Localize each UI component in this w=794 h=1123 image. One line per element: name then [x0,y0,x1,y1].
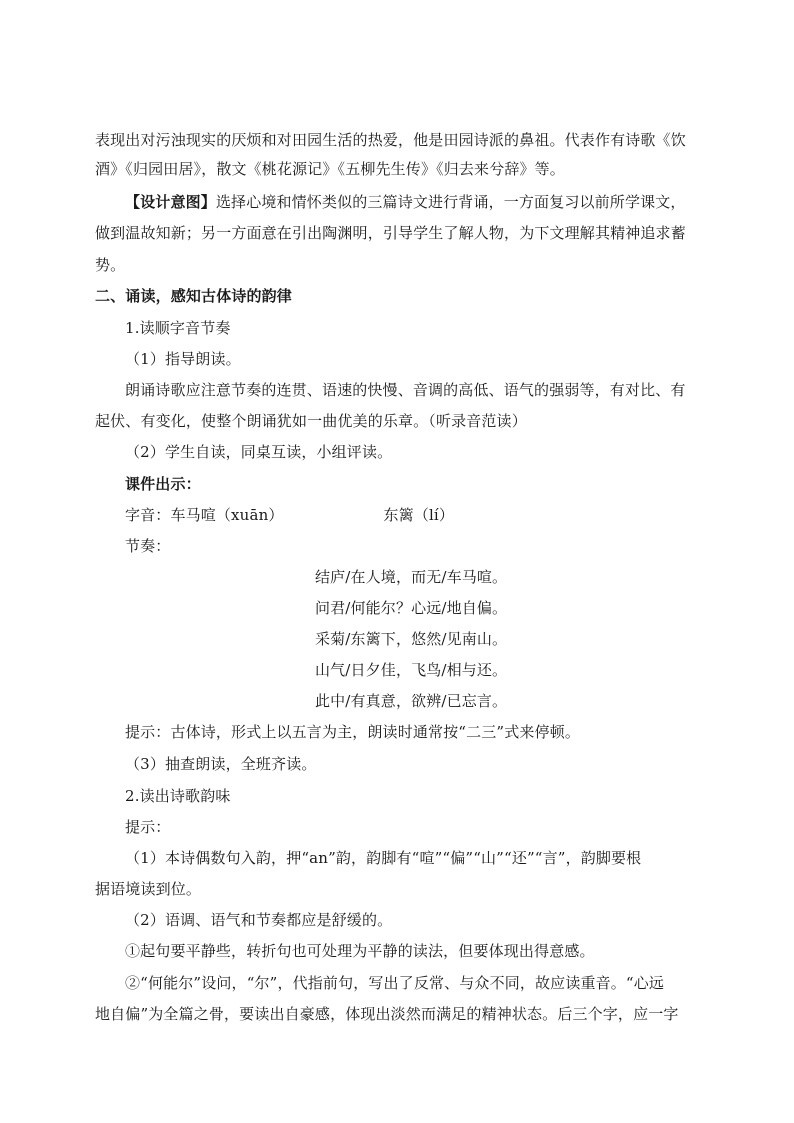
paragraph-line: 起伏、有变化，使整个朗诵犹如一曲优美的乐章。（听录音范读） [95,412,527,430]
hint-label: 提示： [125,818,171,836]
paragraph-line: （2）语调、语气和节奏都应是舒缓的。 [125,911,393,929]
design-intent-label: 【设计意图】 [125,193,216,211]
pronunciation-right: 东篱（lí） [383,506,455,524]
pronunciation-left: 字音：车马喧（xuān） [125,506,284,524]
courseware-label: 课件出示： [125,475,201,493]
pronunciation-line [125,504,765,526]
subsection-heading: 1.读顺字音节奏 [125,319,231,337]
paragraph-line: （3）抽查朗读，全班齐读。 [125,755,317,773]
paragraph-line: 做到温故知新；另一方面意在引出陶渊明，引导学生了解人物，为下文理解其精神追求蓄 [95,224,686,242]
paragraph-line: 地自偏”为全篇之骨，要读出自豪感，体现出淡然而满足的精神状态。后三个字，应一字 [95,1005,679,1023]
paragraph-line: 表现出对污浊现实的厌烦和对田园生活的热爱，他是田园诗派的鼻祖。代表作有诗歌《饮 [95,131,686,149]
paragraph-line: （1）指导朗读。 [125,350,241,368]
paragraph-line: 势。 [95,256,126,274]
paragraph-line: （2）学生自读，同桌互读，小组评读。 [125,443,393,461]
subsection-heading: 2.读出诗歌韵味 [125,787,231,805]
paragraph-line: （1）本诗偶数句入韵，押“an”韵，韵脚有“喧”“偏”“山”“还”“言”，韵脚要根 [125,849,642,867]
paragraph-line: 朗诵诗歌应注意节奏的连贯、语速的快慢、音调的高低、语气的强弱等，有对比、有 [125,381,686,399]
poem-line: 结庐/在人境，而无/车马喧。 [315,568,508,586]
rhythm-label: 节奏： [125,537,171,555]
section-heading: 二、诵读，感知古体诗的韵律 [95,287,292,305]
paragraph-line: ②“何能尔”设问，“尔”，代指前句，写出了反常、与众不同，故应读重音。“心远 [125,974,665,992]
paragraph-line: 据语境读到位。 [95,880,202,898]
poem-line: 采菊/东篱下，悠然/见南山。 [315,630,508,648]
poem-line: 山气/日夕佳，飞鸟/相与还。 [315,661,508,679]
poem-line: 此中/有真意，欲辨/已忘言。 [315,692,508,710]
paragraph-line: 酒》《归园田居》，散文《桃花源记》《五柳先生传》《归去来兮辞》等。 [95,160,565,178]
poem-line: 问君/何能尔？心远/地自偏。 [315,599,508,617]
design-intent-line [125,191,765,213]
paragraph-line: 提示：古体诗，形式上以五言为主，朗读时通常按“二三”式来停顿。 [125,723,580,741]
design-intent-text: 选择心境和情怀类似的三篇诗文进行背诵，一方面复习以前所学课文， [215,193,686,211]
paragraph-line: ①起句要平静些，转折句也可处理为平静的读法，但要体现出得意感。 [125,942,595,960]
